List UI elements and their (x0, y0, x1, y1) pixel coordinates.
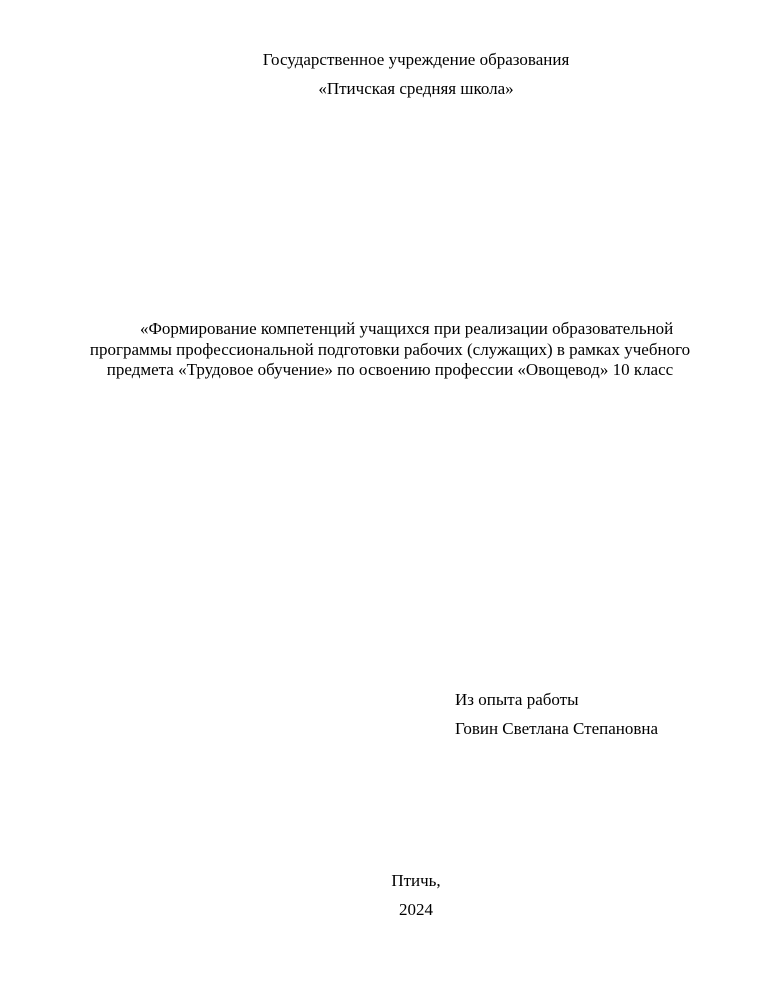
document-title-line-3: предмета «Трудовое обучение» по освоению профессии «Овощевод» 10 класс (106, 360, 674, 379)
institution-name-line-2: «Птичская средняя школа» (318, 79, 514, 98)
experience-label: Из опыта работы (455, 690, 579, 709)
institution-name-line-1: Государственное учреждение образования (262, 50, 570, 69)
document-title (60, 319, 720, 381)
document-title-line-1: «Формирование компетенций учащихся при реализации образовательной (140, 319, 674, 338)
document-title-line-2: программы профессиональной подготовки рабочих (служащих) в рамках учебного (89, 339, 691, 359)
year: 2024 (399, 900, 433, 919)
city-name: Птичь, (391, 871, 441, 890)
author-name: Говин Светлана Степановна (455, 719, 659, 738)
